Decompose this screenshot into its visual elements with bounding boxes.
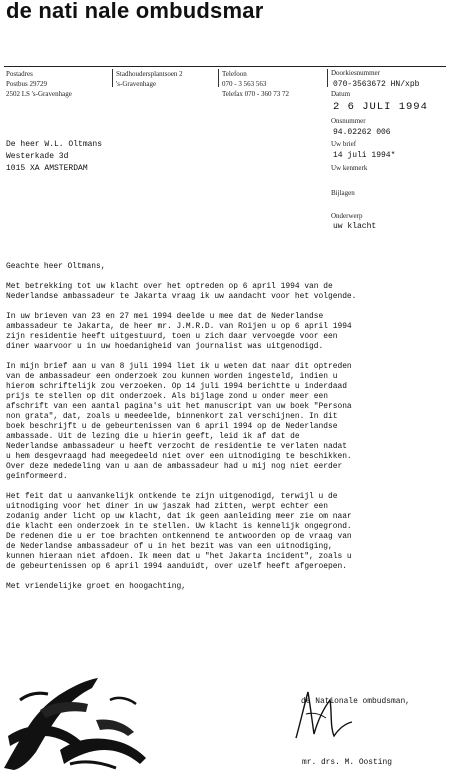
body-line: ambassadeur te Jakarta, de heer mr. J.M.R.D. van Roijen u op 6 april 1994 <box>6 322 352 331</box>
body-line: ambassade. Uit de lezing die u hierin geeft, leid ik af dat de <box>6 432 300 441</box>
body-line: hierom schriftelijk zou verzoeken. Op 14 juli 1994 berichtte u inderdaad <box>6 382 347 391</box>
body-line: Met betrekking tot uw klacht over het optreden op 6 april 1994 van de <box>6 282 333 291</box>
recipient-line-1: De heer W.L. Oltmans <box>6 140 103 149</box>
bezoekadres-line-1: Stadhoudersplantsoen 2 <box>116 70 183 78</box>
bezoekadres-line-2: 's-Gravenhage <box>116 80 157 88</box>
body-line: de gebeurtenissen op 6 april 1994 aanduidt, over uzelf heeft afgeroepen. <box>6 562 347 571</box>
onderwerp-value: uw klacht <box>333 222 377 231</box>
body-line: diner waarvoor u in uw hoedanigheid van journalist was uitgenodigd. <box>6 342 324 351</box>
body-line: boek beschrijft u de gebeurtenissen van 6 april 1994 op de Nederlandse <box>6 422 338 431</box>
uw-brief-label: Uw brief <box>331 140 357 148</box>
postadres-line-2: 2502 LS 's-Gravenhage <box>6 90 72 98</box>
signature-name: mr. drs. M. Oosting <box>302 758 392 767</box>
body-line: Over deze mededeling van u aan de ambassadeur had u mij nog niet eerder <box>6 462 343 471</box>
doorkiesnummer-value: 070-3563672 HN/xpb <box>333 80 420 89</box>
recipient-line-2: Westerkade 3d <box>6 152 69 161</box>
telefoon-label: Telefoon <box>222 70 247 78</box>
signature-office: de Nationale ombudsman, <box>301 697 410 706</box>
header-divider <box>327 69 328 87</box>
closing: Met vriendelijke groet en hoogachting, <box>6 582 186 591</box>
datum-label: Datum <box>331 90 351 98</box>
body-line: In mijn brief aan u van 8 juli 1994 liet ik u weten dat naar dit optreden <box>6 362 352 371</box>
ink-smudge-mark <box>0 640 160 771</box>
postadres-block <box>6 69 72 99</box>
datum-value: 2 6 JULI 1994 <box>333 101 428 113</box>
body-line: van de ambassadeur een onderzoek zou kunnen worden ingesteld, indien u <box>6 372 338 381</box>
postadres-line-1: Postbus 29729 <box>6 80 48 88</box>
body-line: afschrift van een aantal pagina's uit het manuscript van uw boek "Persona <box>6 402 352 411</box>
body-line: zijn residentie heeft uitgestuurd, toen u zich daar vervoegde voor een <box>6 332 338 341</box>
body-line: non grata", dat, zoals u meedeelde, binnenkort zal verschijnen. In dit <box>6 412 338 421</box>
onderwerp-label: Onderwerp <box>331 212 363 220</box>
recipient-line-3: 1015 XA AMSTERDAM <box>6 164 88 173</box>
body-line: In uw brieven van 23 en 27 mei 1994 deelde u mee dat de Nederlandse <box>6 312 324 321</box>
body-line: die klacht een onderzoek in te stellen. Uw klacht is kennelijk ongegrond. <box>6 522 352 531</box>
body-line: prijs te stellen op dit onderzoek. Als bijlage zond u onder meer een <box>6 392 328 401</box>
body-line: de Nederlandse ambassadeur of u in het bezit was van een uitnodiging, <box>6 542 333 551</box>
body-line: u hem desgevraagd had meegedeeld niet over een uitnodiging te beschikken. <box>6 452 352 461</box>
header-divider <box>112 69 113 87</box>
telefoon-line-1: 070 - 3 563 563 <box>222 80 267 88</box>
handwritten-signature <box>290 684 360 744</box>
body-line: Het feit dat u aanvankelijk ontkende te zijn uitgenodigd, terwijl u de <box>6 492 338 501</box>
bijlagen-label: Bijlagen <box>331 189 355 197</box>
letterhead-logo: de nati nale ombudsmar <box>6 0 264 23</box>
salutation: Geachte heer Oltmans, <box>6 262 106 271</box>
bezoekadres-block <box>116 69 183 89</box>
body-line: De redenen die u er toe brachten ontkennend te antwoorden op de vraag van <box>6 532 352 541</box>
telefoon-block <box>222 69 289 99</box>
letterhead-rule <box>4 66 446 67</box>
body-line: Nederlandse ambassadeur te Jakarta vraag ik uw aandacht voor het volgende. <box>6 292 357 301</box>
body-line: geïnformeerd. <box>6 472 68 481</box>
doorkiesnummer-label: Doorkiesnummer <box>331 69 380 77</box>
onsnummer-label: Onsnummer <box>331 117 366 125</box>
postadres-label: Postadres <box>6 70 33 78</box>
body-line: zodanig ander licht op uw klacht, dat ik geen aanleiding meer zie om naar <box>6 512 352 521</box>
uw-brief-value: 14 juli 1994* <box>333 151 396 160</box>
recipient-address <box>6 139 102 175</box>
telefoon-line-2: Telefax 070 - 360 73 72 <box>222 90 289 98</box>
letter-body <box>6 262 446 592</box>
body-line: uitnodiging voor het diner in uw jaszak had zitten, werpt echter een <box>6 502 328 511</box>
uw-kenmerk-label: Uw kenmerk <box>331 164 368 172</box>
body-line: Nederlandse ambassadeur u heeft verzocht de residentie te verlaten nadat <box>6 442 347 451</box>
body-line: kunnen hieraan niet afdoen. Ik meen dat u "het Jakarta incident", zoals u <box>6 552 352 561</box>
onsnummer-value: 94.02262 006 <box>333 128 391 137</box>
header-divider <box>218 69 219 87</box>
